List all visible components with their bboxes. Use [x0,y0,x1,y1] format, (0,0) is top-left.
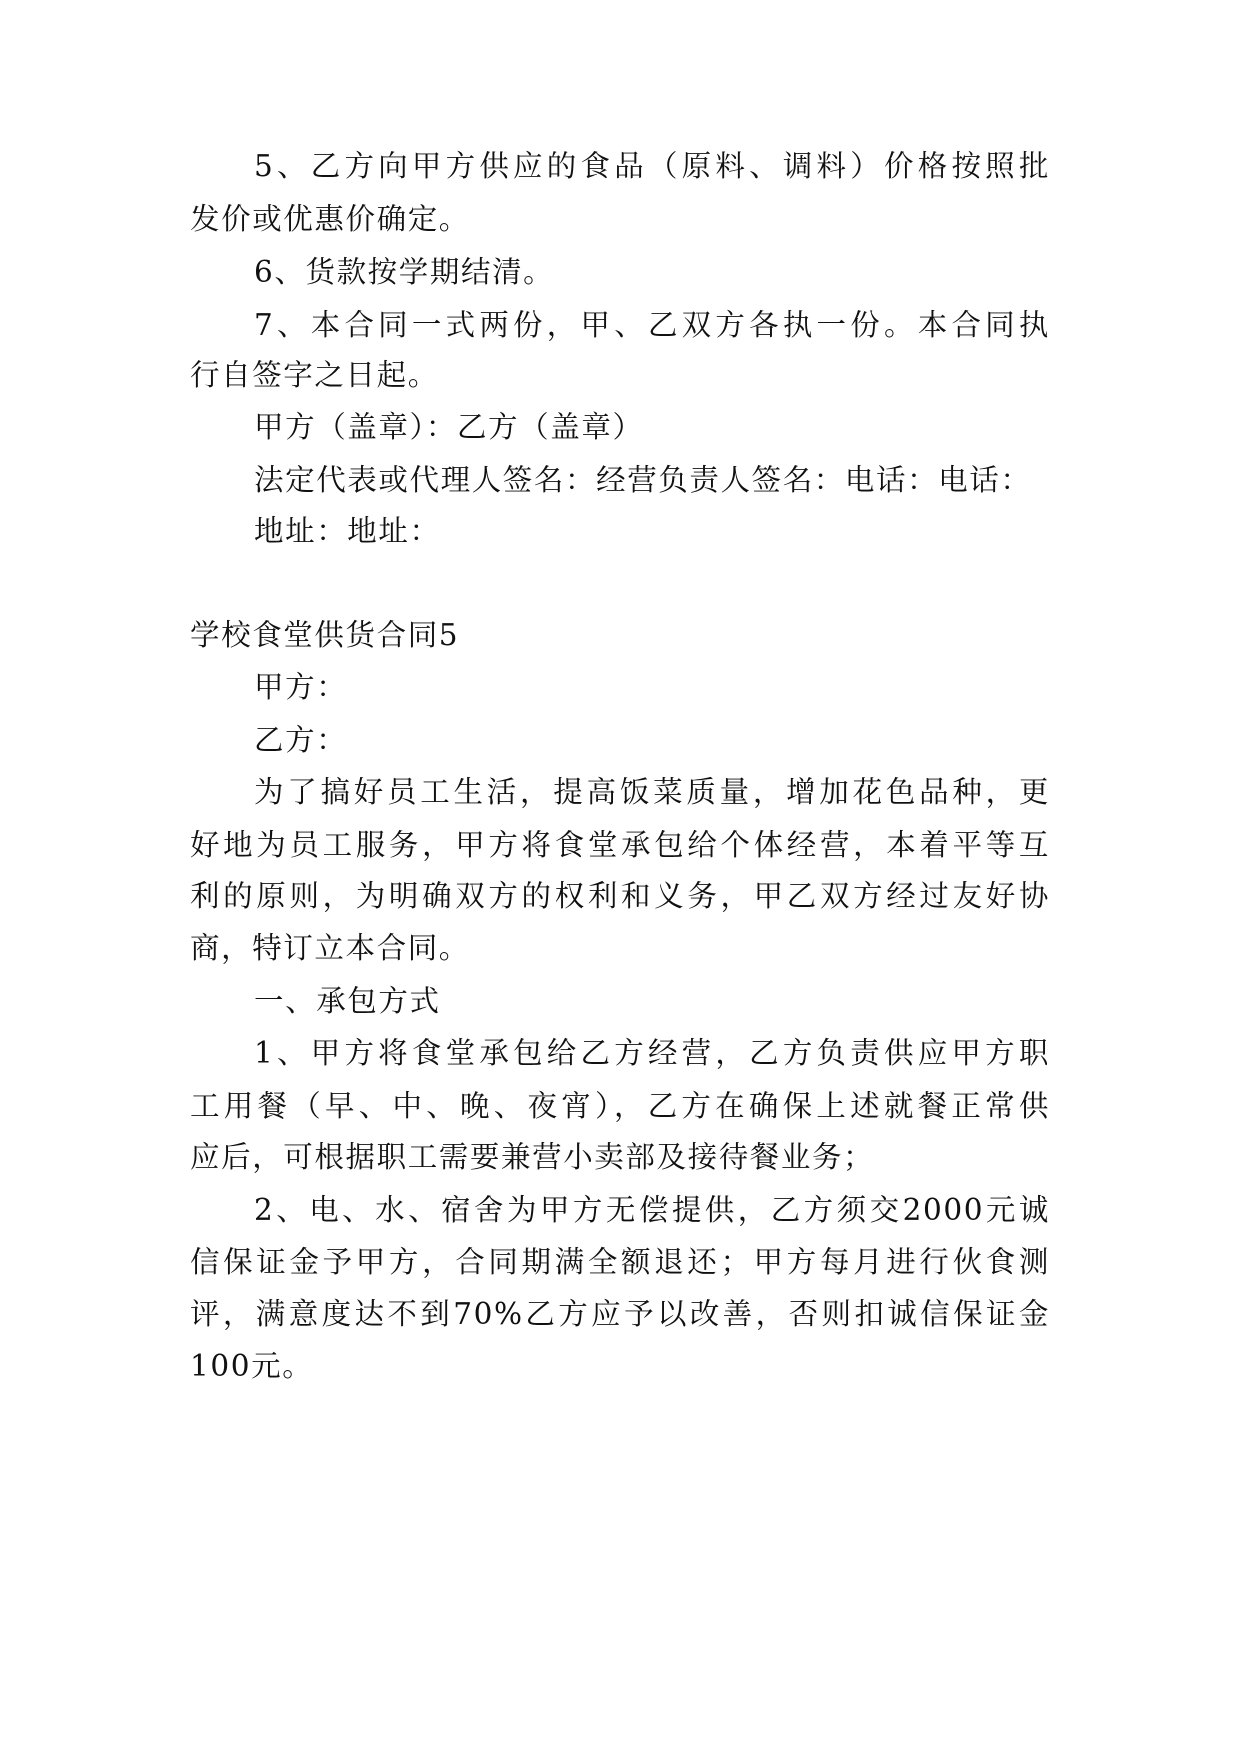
party-b-line: 乙方： [254,723,348,757]
seal-line: 甲方（盖章）：乙方（盖章） [254,410,644,444]
signature-line: 法定代表或代理人签名：经营负责人签名：电话：电话： [254,463,1032,497]
item-2-line-4: 100元。 [190,1349,314,1383]
clause-5-line-1: 5、乙方向甲方供应的食品（原料、调料）价格按照批 [254,149,1050,183]
party-a-line: 甲方： [254,670,348,704]
item-2-line-3: 评，满意度达不到70%乙方应予以改善，否则扣诚信保证金 [190,1297,1050,1331]
item-1-line-1: 1、甲方将食堂承包给乙方经营，乙方负责供应甲方职 [254,1036,1050,1070]
clause-7-line-1: 7、本合同一式两份，甲、乙双方各执一份。本合同执 [254,308,1050,342]
preamble-line-3: 利的原则，为明确双方的权利和义务，甲乙双方经过友好协 [190,879,1050,913]
clause-5-line-2: 发价或优惠价确定。 [190,202,470,236]
item-2-line-1: 2、电、水、宿舍为甲方无偿提供，乙方须交2000元诚 [254,1193,1050,1227]
preamble-line-2: 好地为员工服务，甲方将食堂承包给个体经营，本着平等互 [190,828,1050,862]
contract-title: 学校食堂供货合同5 [190,618,460,652]
item-1-line-2: 工用餐（早、中、晚、夜宵），乙方在确保上述就餐正常供 [190,1089,1050,1123]
address-line: 地址：地址： [254,514,441,548]
item-1-line-3: 应后，可根据职工需要兼营小卖部及接待餐业务； [190,1140,875,1174]
section-heading-contract-method: 一、承包方式 [254,984,441,1018]
preamble-line-4: 商，特订立本合同。 [190,931,470,965]
preamble-line-1: 为了搞好员工生活，提高饭菜质量，增加花色品种，更 [254,775,1050,809]
item-2-line-2: 信保证金予甲方，合同期满全额退还；甲方每月进行伙食测 [190,1245,1050,1279]
clause-7-line-2: 行自签字之日起。 [190,358,439,392]
clause-6-line-1: 6、货款按学期结清。 [254,255,555,289]
